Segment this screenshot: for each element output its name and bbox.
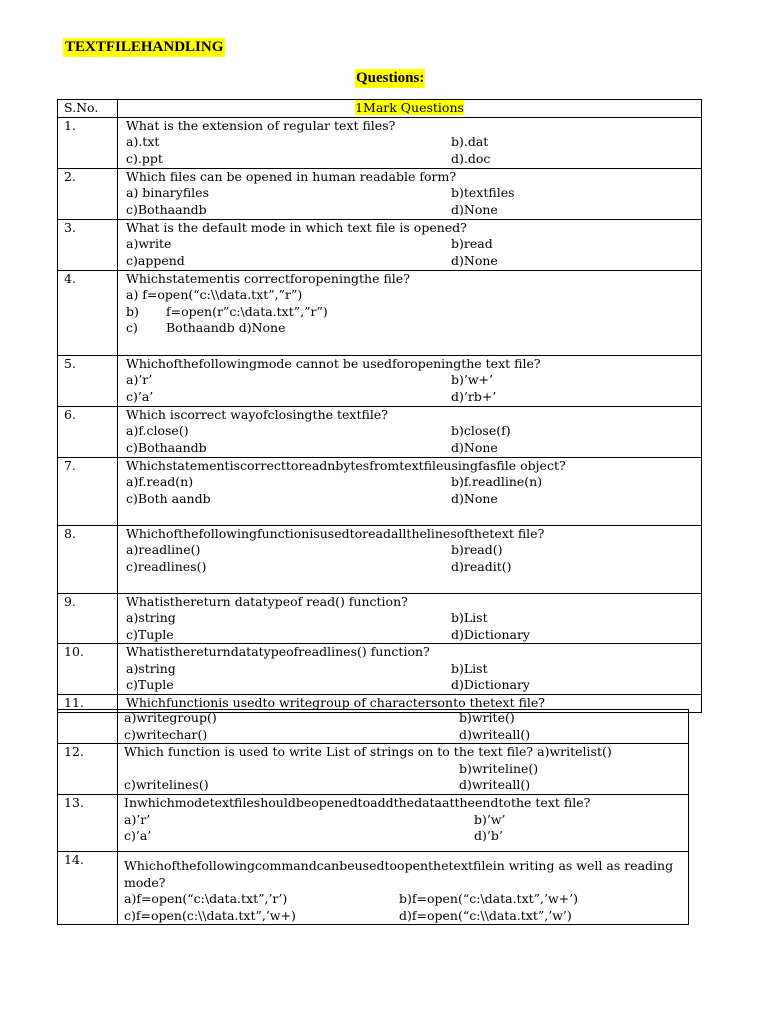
question-cell bbox=[118, 219, 702, 270]
option-d: d)writeall() bbox=[459, 777, 531, 792]
questions-heading: Questions: bbox=[356, 70, 425, 86]
option-c: c)writechar() bbox=[124, 726, 208, 742]
table-header-row bbox=[58, 100, 702, 118]
option-d: d)’b’ bbox=[474, 828, 503, 843]
option-a: a)string bbox=[126, 610, 176, 625]
question-row bbox=[58, 457, 702, 525]
questions-table bbox=[57, 99, 702, 713]
option-b: b)writeline() bbox=[459, 760, 539, 776]
option-b: b)close(f) bbox=[451, 423, 511, 438]
question-text: Inwhichmodetextfileshouldbeopenedtoaddthedataattheendtothe text file? bbox=[124, 795, 591, 810]
question-text: Which function is used to write List of strings on to the text file? a)writelist() bbox=[124, 744, 612, 759]
question-cell bbox=[118, 795, 689, 852]
question-number: 3. bbox=[58, 219, 118, 270]
option-b: b)List bbox=[451, 660, 488, 676]
section-header bbox=[118, 100, 702, 118]
question-cell bbox=[118, 852, 689, 925]
question-text: What is the extension of regular text files? bbox=[126, 117, 396, 133]
option-c: c)’a’ bbox=[124, 828, 152, 843]
question-text: Which files can be opened in human readable form? bbox=[126, 168, 457, 184]
document-title: TEXTFILEHANDLING bbox=[65, 39, 224, 55]
option-c bbox=[126, 320, 701, 337]
option-a: a)’r’ bbox=[124, 811, 151, 827]
sno-header: S.No. bbox=[58, 100, 118, 118]
question-row bbox=[58, 644, 702, 695]
question-row bbox=[58, 406, 702, 457]
question-row bbox=[58, 795, 689, 852]
option-b: b)f=open(“c:\data.txt”,’w+’) bbox=[399, 891, 579, 906]
question-cell bbox=[118, 168, 702, 219]
option-c: c)readlines() bbox=[126, 558, 207, 574]
question-number: 8. bbox=[58, 525, 118, 593]
question-row bbox=[58, 219, 702, 270]
option-a: a)readline() bbox=[126, 542, 201, 557]
option-a: a)write bbox=[126, 236, 172, 251]
option-c-text: Bothaandb d)None bbox=[166, 320, 286, 335]
option-c: c)Bothaandb bbox=[126, 201, 207, 217]
question-number: 12. bbox=[58, 744, 118, 795]
option-a: a)string bbox=[126, 660, 176, 676]
question-cell bbox=[118, 525, 702, 593]
option-d: d)f=open(“c:\\data.txt”,’w’) bbox=[399, 907, 572, 923]
question-row bbox=[58, 117, 702, 168]
question-number: 6. bbox=[58, 406, 118, 457]
option-d: d)’rb+’ bbox=[451, 388, 497, 404]
option-d: d)Dictionary bbox=[451, 677, 530, 692]
question-number: 14. bbox=[58, 852, 118, 925]
option-b-label: b) bbox=[126, 303, 139, 319]
question-cell bbox=[118, 270, 702, 355]
question-row bbox=[58, 525, 702, 593]
question-row bbox=[58, 852, 689, 925]
option-d: d).doc bbox=[451, 150, 491, 166]
question-cell bbox=[118, 744, 689, 795]
section-header-label: 1Mark Questions bbox=[355, 100, 464, 115]
question-cell bbox=[118, 117, 702, 168]
question-cell bbox=[118, 644, 702, 695]
question-row bbox=[58, 270, 702, 355]
question-text: Whatisthereturndatatypeofreadlines() function? bbox=[126, 644, 430, 659]
question-number: 5. bbox=[58, 355, 118, 406]
option-b: b)write() bbox=[459, 710, 515, 725]
question-row bbox=[58, 355, 702, 406]
question-row bbox=[58, 593, 702, 644]
option-b: b).dat bbox=[451, 134, 489, 149]
question-cell bbox=[118, 355, 702, 406]
option-a: a)’r’ bbox=[126, 372, 153, 387]
option-b: b)’w+’ bbox=[451, 372, 493, 387]
question-number: 4. bbox=[58, 270, 118, 355]
option-c-label: c) bbox=[126, 320, 138, 335]
question-text: What is the default mode in which text file is opened? bbox=[126, 219, 467, 235]
question-number: 2. bbox=[58, 168, 118, 219]
option-d: d)None bbox=[451, 439, 498, 455]
option-b: b)List bbox=[451, 610, 488, 625]
question-number: 13. bbox=[58, 795, 118, 852]
option-b: b)’w’ bbox=[474, 811, 506, 827]
option-a: a)writegroup() bbox=[124, 710, 217, 725]
question-text: Whichstatementis correctforopeningthe file? bbox=[126, 270, 410, 286]
option-c: c)append bbox=[126, 252, 185, 268]
question-text: Which iscorrect wayofclosingthe textfile? bbox=[126, 406, 388, 422]
option-c: c)Bothaandb bbox=[126, 439, 207, 455]
option-b: b)read bbox=[451, 236, 493, 251]
question-cell bbox=[118, 593, 702, 644]
option-d: d)None bbox=[451, 201, 498, 217]
option-a: a) binaryfiles bbox=[126, 185, 209, 200]
option-d: d)None bbox=[451, 490, 498, 506]
question-number-blank bbox=[58, 710, 118, 744]
question-cell bbox=[118, 457, 702, 525]
option-b: b)read() bbox=[451, 542, 503, 557]
question-text: Whichstatementiscorrecttoreadnbytesfromtextfileusingfasfile object? bbox=[126, 457, 566, 473]
option-a: a)f.read(n) bbox=[126, 474, 194, 489]
question-cell bbox=[118, 406, 702, 457]
option-c: c)f=open(c:\\data.txt”,’w+) bbox=[124, 907, 296, 923]
option-a: a) f=open(“c:\\data.txt”,”r”) bbox=[126, 287, 303, 302]
question-cell bbox=[118, 710, 689, 744]
option-b bbox=[126, 304, 701, 321]
option-d: d)readit() bbox=[451, 558, 512, 574]
option-d: d)None bbox=[451, 252, 498, 268]
question-number: 11. bbox=[58, 695, 118, 713]
option-c: c).ppt bbox=[126, 150, 163, 166]
option-d: d)Dictionary bbox=[451, 626, 530, 642]
question-row bbox=[58, 744, 689, 795]
option-a-blank bbox=[124, 761, 459, 778]
question-text: Whichofthefollowingmode cannot be usedforopeningthe text file? bbox=[126, 355, 541, 371]
option-c: c)’a’ bbox=[126, 388, 154, 404]
question-text: Whichofthefollowingcommandcanbeusedtoopenthetextfilein writing as well as reading mode? bbox=[124, 858, 674, 890]
question-number: 7. bbox=[58, 457, 118, 525]
question-text: Whatisthereturn datatypeof read() function? bbox=[126, 593, 408, 609]
question-row-continued bbox=[58, 710, 689, 744]
option-c: c)Tuple bbox=[126, 677, 174, 692]
option-b: b)f.readline(n) bbox=[451, 474, 543, 489]
option-b: b)textfiles bbox=[451, 185, 515, 200]
option-a: a)f.close() bbox=[126, 423, 189, 438]
option-d: d)writeall() bbox=[459, 726, 531, 742]
option-c: c)Both aandb bbox=[126, 490, 211, 506]
question-row bbox=[58, 168, 702, 219]
option-a: a).txt bbox=[126, 134, 160, 149]
option-c: c)writelines() bbox=[124, 777, 209, 792]
option-a: a)f=open(“c:\data.txt”,’r’) bbox=[124, 891, 288, 906]
question-number: 1. bbox=[58, 117, 118, 168]
question-number: 10. bbox=[58, 644, 118, 695]
question-number: 9. bbox=[58, 593, 118, 644]
question-text: Whichofthefollowingfunctionisusedtoreadallthelinesofthetext file? bbox=[126, 525, 545, 541]
option-b-text: f=open(r”c:\data.txt”,”r”) bbox=[166, 303, 328, 319]
questions-table-continued bbox=[57, 709, 689, 925]
option-c: c)Tuple bbox=[126, 626, 174, 642]
question-text: Whichfunctionis usedto writegroup of charactersonto thetext file? bbox=[126, 695, 546, 710]
